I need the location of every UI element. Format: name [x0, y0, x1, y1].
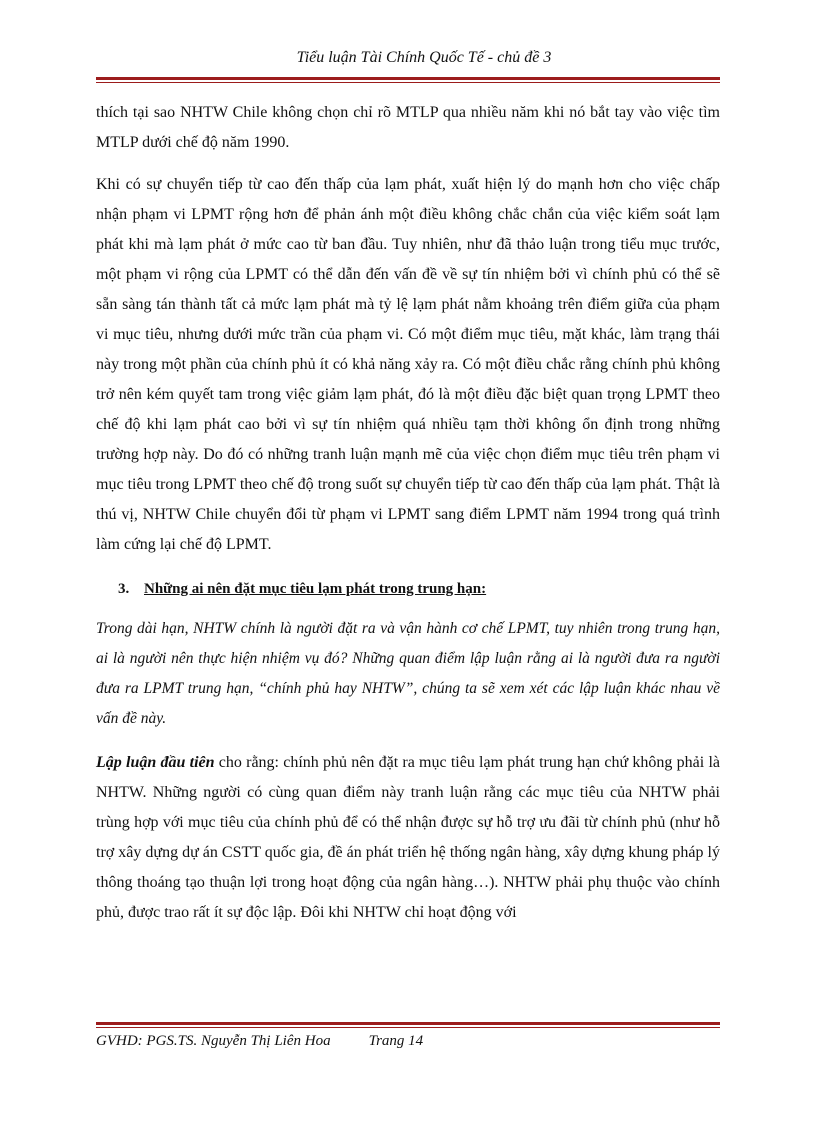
footer-rule-thick	[96, 1022, 720, 1025]
section-title: Những ai nên đặt mục tiêu lạm phát trong trung hạn:	[144, 581, 487, 597]
section-number: 3.	[118, 581, 130, 597]
header-rule-thick	[96, 77, 720, 80]
footer	[96, 1031, 423, 1051]
body-text	[96, 98, 720, 942]
header-title: Tiểu luận Tài Chính Quốc Tế - chủ đề 3	[296, 49, 552, 66]
paragraph-4-lead: Lập luận đầu tiên	[96, 754, 215, 771]
paragraph-1: thích tại sao NHTW Chile không chọn chỉ rõ MTLP qua nhiều năm khi nó bắt tay vào việc tìm MTLP dưới chế độ năm 1990.	[96, 104, 720, 151]
paragraph-3-italic: Trong dài hạn, NHTW chính là người đặt ra và vận hành cơ chế LPMT, tuy nhiên trong trung hạn, ai là người nên thực hiện nhiệm vụ đó? Những quan điểm lập luận rằng ai là người đưa ra người đưa ra LPMT trung hạn, “chính phủ hay NHTW”, chúng ta sẽ xem xét các lập luận khác nhau về vấn đề này.	[96, 620, 720, 727]
paragraph-4	[96, 748, 720, 928]
paragraph-4-text: cho rằng: chính phủ nên đặt ra mục tiêu lạm phát trung hạn chứ không phải là NHTW. Những người có cùng quan điểm này tranh luận rằng các mục tiêu của NHTW phải trùng hợp với mục tiêu của chính phủ để có thể nhận được sự hỗ trợ ưu đãi từ chính phủ (như hỗ trợ xây dựng dự án CSTT quốc gia, đề án phát triển hệ thống ngân hàng, xây dựng khung pháp lý thông thoáng tạo thuận lợi trong hoạt động của ngân hàng…). NHTW phải phụ thuộc vào chính phủ, được trao rất ít sự độc lập. Đôi khi NHTW chỉ hoạt động với	[96, 754, 721, 921]
header-rule	[96, 77, 720, 83]
footer-advisor: GVHD: PGS.TS. Nguyễn Thị Liên Hoa	[96, 1033, 331, 1049]
header-rule-thin	[96, 82, 720, 83]
section-heading	[96, 574, 720, 604]
footer-rule	[96, 1022, 720, 1028]
footer-page-number: Trang 14	[368, 1033, 424, 1049]
paragraph-2: Khi có sự chuyển tiếp từ cao đến thấp của lạm phát, xuất hiện lý do mạnh hơn cho việc chấp nhận phạm vi LPMT rộng hơn để phản ánh một điều không chắc chắn của việc kiểm soát lạm phát khi mà lạm phát ở mức cao từ ban đầu. Tuy nhiên, như đã thảo luận trong tiểu mục trước, một phạm vi rộng của LPMT có thể dẫn đến vấn đề về sự tín nhiệm bởi vì chính phủ có thể sẽ sẵn sàng tán thành tất cả mức lạm phát mà tỷ lệ lạm phát nằm khoảng trên điểm giữa của phạm vi mục tiêu, nhưng dưới mức trần của phạm vi. Có một điểm mục tiêu, mặt khác, làm trạng thái này trong một phần của chính phủ ít có khả năng xảy ra. Có một điều chắc rằng chính phủ không trở nên kém quyết tam trong việc giảm lạm phát, đó là một điều đặc biệt quan trọng LPMT theo chế độ khi lạm phát cao bởi vì sự tín nhiệm quá nhiều tạm thời không ổn định trong những trường hợp này. Do đó có những tranh luận mạnh mẽ của việc chọn điểm mục tiêu trên phạm vi mục tiêu trong LPMT theo chế độ trong suốt sự chuyển tiếp từ cao đến thấp của lạm phát. Thật là thú vị, NHTW Chile chuyển đổi từ phạm vi LPMT sang điểm LPMT năm 1994 trong quá trình làm cứng lại chế độ LPMT.	[96, 176, 720, 553]
footer-rule-thin	[96, 1027, 720, 1028]
